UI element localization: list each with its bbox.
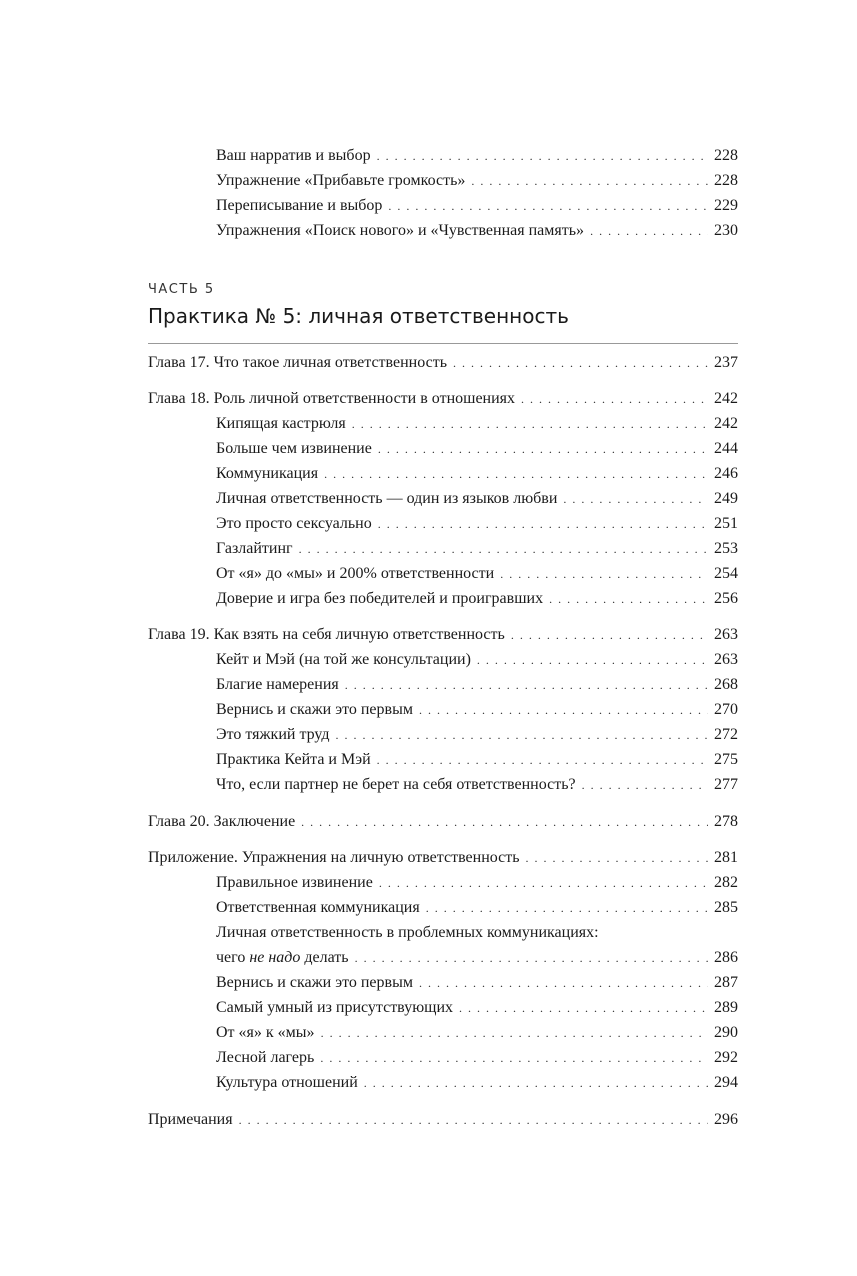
toc-chapter-20[interactable] [148, 811, 738, 833]
toc-entry-title: Упражнение «Прибавьте громкость» [216, 172, 466, 189]
toc-entry-title: Глава 19. Как взять на себя личную ответственность [148, 626, 505, 643]
toc-entry-title: Самый умный из присутствующих [216, 999, 454, 1016]
toc-entry-title: Ответственная коммуникация [216, 899, 420, 916]
toc-entry-title: Глава 18. Роль личной ответственности в отношениях [148, 390, 516, 407]
dot-leader [590, 220, 708, 242]
toc-entry-page: 254 [714, 565, 738, 582]
dot-leader [301, 811, 708, 833]
toc-entry-page: 228 [714, 147, 738, 164]
toc-entry[interactable] [216, 972, 738, 994]
toc-entry[interactable] [216, 220, 738, 242]
toc-entry-title: Это просто сексуально [216, 515, 372, 532]
dot-leader [471, 170, 708, 192]
toc-entry[interactable] [216, 997, 738, 1019]
dot-leader [336, 724, 708, 746]
toc-entry[interactable] [216, 674, 738, 696]
toc-entry-title: От «я» до «мы» и 200% ответственности [216, 565, 495, 582]
toc-entry-title: Лесной лагерь [216, 1049, 315, 1066]
dot-leader [549, 588, 708, 610]
toc-entry-page: 285 [714, 899, 738, 916]
toc-entry-title: От «я» к «мы» [216, 1024, 315, 1041]
toc-entry-title: Что, если партнер не берет на себя ответственность? [216, 776, 576, 793]
toc-entry-title: Благие намерения [216, 676, 339, 693]
toc-entry[interactable] [216, 699, 738, 721]
dot-leader [299, 538, 708, 560]
dot-leader [477, 649, 708, 671]
toc-entry-page: 251 [714, 515, 738, 532]
toc-entry-page: 242 [714, 390, 738, 407]
toc-entry-title: Кипящая кастрюля [216, 415, 346, 432]
toc-entry-page: 272 [714, 726, 738, 743]
toc-entry[interactable] [216, 563, 738, 585]
dot-leader [324, 463, 708, 485]
toc-entry-page: 244 [714, 440, 738, 457]
toc-notes[interactable] [148, 1109, 738, 1131]
toc-entry-title: Личная ответственность — один из языков любви [216, 490, 558, 507]
toc-entry-page: 228 [714, 172, 738, 189]
toc-entry-page: 277 [714, 776, 738, 793]
dot-leader [378, 513, 708, 535]
dot-leader [377, 749, 708, 771]
toc-entry-title: Глава 20. Заключение [148, 813, 296, 830]
dot-leader [378, 438, 708, 460]
toc-entry[interactable] [216, 438, 738, 460]
toc-entry-title: Глава 17. Что такое личная ответственность [148, 354, 448, 371]
title-italic: не надо [249, 949, 301, 966]
toc-entry[interactable] [216, 774, 738, 796]
dot-leader [453, 352, 708, 374]
dot-leader [526, 847, 708, 869]
dot-leader [364, 1072, 708, 1094]
toc-entry-page: 275 [714, 751, 738, 768]
toc-entry-title: Коммуникация [216, 465, 319, 482]
toc-entry[interactable] [216, 538, 738, 560]
toc-entry-page: 256 [714, 590, 738, 607]
toc-entry-page: 290 [714, 1024, 738, 1041]
toc-appendix[interactable] [148, 847, 738, 869]
toc-entry-page: 292 [714, 1049, 738, 1066]
dot-leader [355, 947, 708, 969]
toc-entry[interactable] [216, 1022, 738, 1044]
divider [148, 343, 738, 344]
toc-entry-page: 242 [714, 415, 738, 432]
toc-entry[interactable] [216, 1047, 738, 1069]
dot-leader [521, 388, 708, 410]
dot-leader [563, 488, 708, 510]
toc-entry-title-line2 [216, 947, 349, 969]
toc-entry-page: 281 [714, 849, 738, 866]
toc-entry-title: Вернись и скажи это первым [216, 701, 413, 718]
toc-entry-title: Приложение. Упражнения на личную ответственность [148, 849, 520, 866]
dot-leader [345, 674, 708, 696]
toc-entry-page: 229 [714, 197, 738, 214]
toc-entry-title: Правильное извинение [216, 874, 373, 891]
toc-entry[interactable] [216, 170, 738, 192]
toc-entry[interactable] [216, 463, 738, 485]
toc-entry[interactable] [216, 749, 738, 771]
toc-entry[interactable] [216, 947, 738, 969]
toc-entry[interactable] [216, 488, 738, 510]
dot-leader [500, 563, 708, 585]
dot-leader [582, 774, 708, 796]
toc-entry-page: 249 [714, 490, 738, 507]
toc-entry-page: 268 [714, 676, 738, 693]
toc-entry-page: 296 [714, 1111, 738, 1128]
toc-entry-title: Кейт и Мэй (на той же консультации) [216, 651, 471, 668]
toc-entry[interactable] [216, 1072, 738, 1094]
dot-leader [419, 972, 708, 994]
toc-entry-title: Переписывание и выбор [216, 197, 383, 214]
toc-entry[interactable] [216, 513, 738, 535]
toc-entry[interactable] [216, 588, 738, 610]
toc-entry-page: 230 [714, 222, 738, 239]
toc-entry-page: 246 [714, 465, 738, 482]
toc-entry[interactable] [216, 195, 738, 217]
part-title: Практика № 5: личная ответственность [148, 304, 569, 328]
toc-entry-page: 286 [714, 949, 738, 966]
dot-leader [426, 897, 708, 919]
dot-leader [352, 413, 708, 435]
part-label: ЧАСТЬ 5 [148, 282, 215, 297]
toc-entry-page: 287 [714, 974, 738, 991]
dot-leader [379, 872, 708, 894]
dot-leader [239, 1109, 708, 1131]
dot-leader [377, 145, 708, 167]
toc-entry-title: Ваш нарратив и выбор [216, 147, 371, 164]
dot-leader [419, 699, 708, 721]
toc-entry-title: Газлайтинг [216, 540, 293, 557]
toc-chapter-19[interactable] [148, 624, 738, 646]
toc-entry-title: Вернись и скажи это первым [216, 974, 413, 991]
title-suffix: делать [300, 949, 349, 966]
toc-entry-page: 282 [714, 874, 738, 891]
toc-entry[interactable] [216, 413, 738, 435]
toc-entry-title: Больше чем извинение [216, 440, 372, 457]
toc-entry-title-line1[interactable]: Личная ответственность в проблемных коммуникациях: [216, 924, 599, 941]
toc-entry[interactable] [216, 724, 738, 746]
toc-entry-page: 263 [714, 626, 738, 643]
title-prefix: чего [216, 949, 250, 966]
dot-leader [511, 624, 708, 646]
toc-entry-title: Примечания [148, 1111, 233, 1128]
toc-entry-title: Доверие и игра без победителей и проигравших [216, 590, 544, 607]
toc-entry-page: 294 [714, 1074, 738, 1091]
dot-leader [388, 195, 708, 217]
dot-leader [320, 1047, 708, 1069]
toc-entry-page: 263 [714, 651, 738, 668]
toc-entry[interactable] [216, 145, 738, 167]
toc-chapter-17[interactable] [148, 352, 738, 374]
toc-entry[interactable] [216, 649, 738, 671]
toc-entry-page: 278 [714, 813, 738, 830]
toc-entry-page: 270 [714, 701, 738, 718]
toc-entry-title: Культура отношений [216, 1074, 358, 1091]
toc-entry[interactable] [216, 897, 738, 919]
toc-entry-title: Это тяжкий труд [216, 726, 330, 743]
dot-leader [321, 1022, 708, 1044]
toc-entry-title: Практика Кейта и Мэй [216, 751, 371, 768]
toc-chapter-18[interactable] [148, 388, 738, 410]
toc-entry[interactable] [216, 872, 738, 894]
dot-leader [459, 997, 708, 1019]
toc-entry-page: 289 [714, 999, 738, 1016]
toc-entry-page: 253 [714, 540, 738, 557]
toc-entry-title: Упражнения «Поиск нового» и «Чувственная память» [216, 222, 585, 239]
toc-entry-page: 237 [714, 354, 738, 371]
